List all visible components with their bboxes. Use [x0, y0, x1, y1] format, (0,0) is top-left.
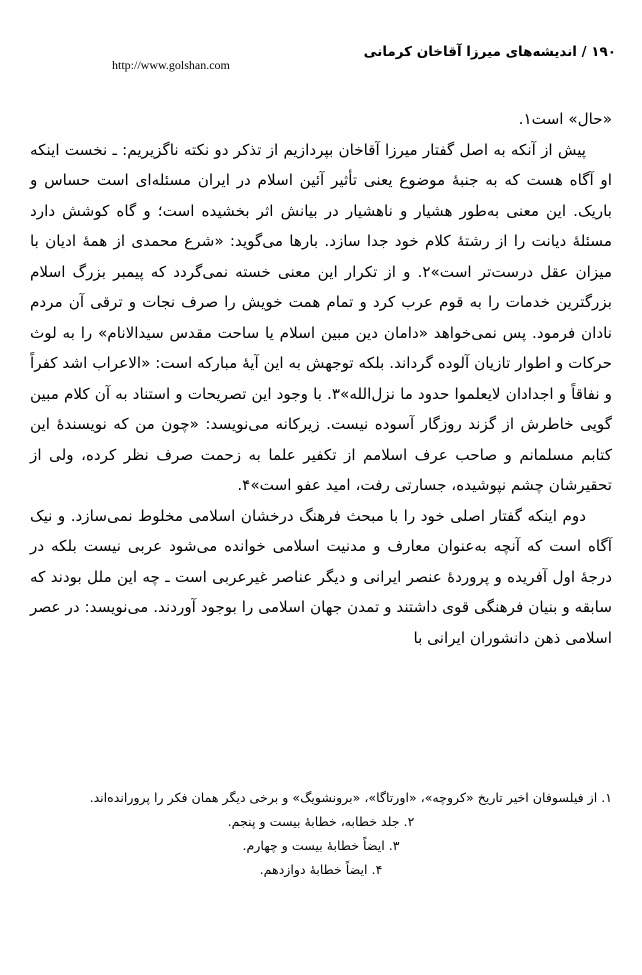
- paragraph-0: «حال» است۱.: [518, 110, 612, 128]
- page-header: [0, 44, 642, 70]
- footnote-1: ۱. از فیلسوفان اخیر تاریخ «کروچه»، «اورتاگا»، «برونشویگ» و برخی دیگر همان فکر را پرورانده‌اند.: [89, 790, 612, 805]
- footnote-2: ۲. جلد خطابه، خطابهٔ بیست و پنجم.: [227, 814, 415, 829]
- footnote-3: ۳. ایضاً خطابهٔ بیست و چهارم.: [242, 838, 400, 853]
- body-text: [30, 104, 612, 653]
- footnotes: [30, 786, 612, 882]
- source-url: http://www.golshan.com: [112, 58, 230, 72]
- running-head: ۱۹۰ / اندیشه‌های میرزا آقاخان کرمانی: [363, 44, 616, 60]
- footnote-4: ۴. ایضاً خطابهٔ دوازدهم.: [259, 862, 383, 877]
- paragraph-1: پیش از آنکه به اصل گفتار میرزا آقاخان بپردازیم از تذکر دو نکته ناگزیریم: ـ نخست اینکه او آگاه هست که به جنبهٔ موضوع یعنی تأثیر آئین اسلام در ایران مسئله‌ای است حساس و باریک. این معنی به‌طور هشیار و ناهشیار در بیانش اثر بخشیده است؛ و گاه کوشش دارد مسئلهٔ دیانت را از رشتهٔ کلام خود جدا سازد. بارها می‌گوید: «شرع محمدی از همهٔ ادیان با میزان عقل درست‌تر است»۲. و از تکرار این معنی خسته نمی‌گردد که پیمبر بزرگ اسلام بزرگترین خدمات را به قوم عرب کرد و تمام همت خویش را صرف نجات و ترقی آن مردم نادان فرمود. پس نمی‌خواهد «دامان دین مبین اسلام یا ساحت مقدس سیدالانام» را به لوث حرکات و اطوار تازیان آلوده گرداند. بلکه توجهش به این آیهٔ مبارکه است: «الاعراب اشد کفراً و نفاقاً و اجدادان لایعلموا حدود ما نزل‌الله»۳. با وجود این تصریحات و استناد به آن کلام مبین گویی خاطرش از گزند روزگار آسوده نیست. زیرکانه می‌نویسد: «چون من که نویسندهٔ این کتابم مسلمانم و صاحب عرف اسلامم از تکفیر علما به زحمت صرف نظر کرده، ولی از تحقیرشان چشم نپوشیده، جسارتی رفت، امید عفو است»۴.: [30, 140, 612, 494]
- paragraph-2: دوم اینکه گفتار اصلی خود را با مبحث فرهنگ درخشان اسلامی مخلوط نمی‌سازد. و نیک آگاه است که آنچه به‌عنوان معارف و مدنیت اسلامی خوانده می‌شود عربی نیست بلکه در درجهٔ اول آفریده و پروردهٔ عنصر ایرانی و دیگر عناصر غیرعربی است ـ چه این ملل بودند که سابقه و بنیان فرهنگی قوی داشتند و تمدن جهان اسلامی را بوجود آوردند. می‌نویسد: در عصر اسلامی ذهن دانشوران ایرانی با: [30, 506, 612, 647]
